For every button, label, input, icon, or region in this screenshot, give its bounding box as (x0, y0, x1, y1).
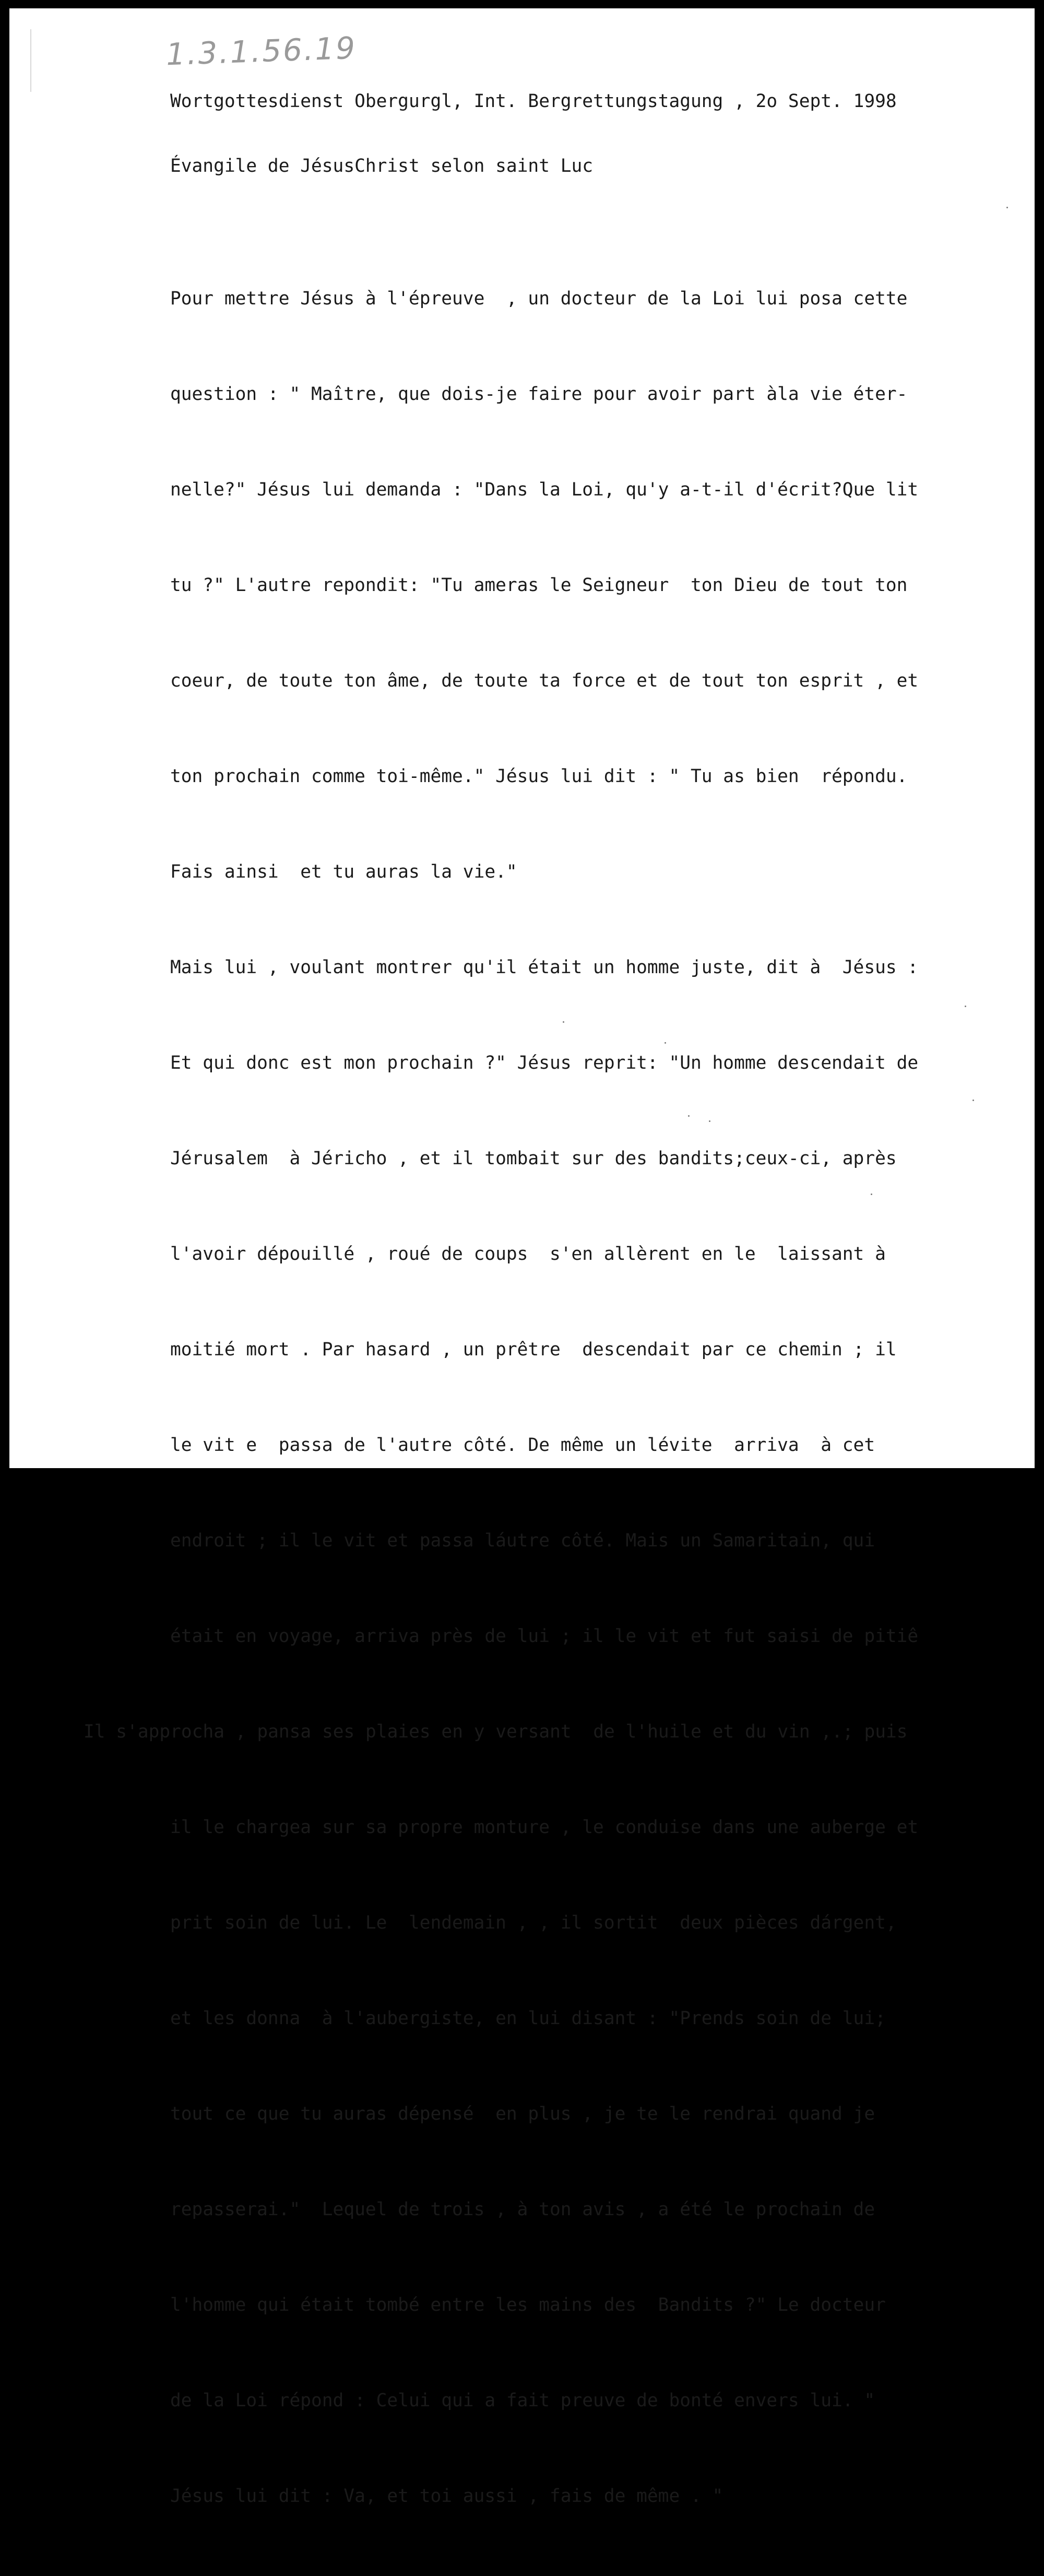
scan-speck (563, 1021, 564, 1023)
scan-speck (688, 1115, 690, 1117)
body-line: il le chargea sur sa propre monture , le conduise dans une auberge et (170, 1817, 919, 1838)
body-line: de la Loi répond : Celui qui a fait preuve de bonté envers lui. " (170, 2390, 875, 2411)
service-header: Wortgottesdienst Obergurgl, Int. Bergrettungstagung , 2o Sept. 1998 (170, 91, 897, 112)
body-line: prit soin de lui. Le lendemain , , il sortit deux pièces dárgent, (170, 1912, 897, 1933)
body-line: nelle?" Jésus lui demanda : "Dans la Loi, qu'y a-t-il d'écrit?Que lit (170, 479, 919, 500)
body-line: le vit e passa de l'autre côté. De même un lévite arriva à cet (170, 1435, 875, 1456)
body-line: tu ?" L'autre repondit: "Tu ameras le Seigneur ton Dieu de tout ton (170, 575, 908, 596)
gospel-body (84, 219, 1016, 2576)
body-line: Jésus lui dit : Va, et toi aussi , fais de même . " (170, 2486, 723, 2507)
body-line: endroit ; il le vit et passa láutre côté. Mais un Samaritain, qui (170, 1530, 875, 1551)
scan-speck (665, 1042, 666, 1044)
scan-speck (871, 1194, 872, 1195)
body-line: ton prochain comme toi-même." Jésus lui dit : " Tu as bien répondu. (170, 766, 908, 787)
body-line: repasserai." Lequel de trois , à ton avis , a été le prochain de (170, 2199, 875, 2220)
body-line: question : " Maître, que dois-je faire pour avoir part àla vie éter- (170, 384, 908, 405)
body-line: Jérusalem à Jéricho , et il tombait sur des bandits;ceux-ci, après (170, 1148, 897, 1169)
body-line: tout ce que tu auras dépensé en plus , je te le rendrai quand je (170, 2104, 875, 2124)
scan-speck (1006, 207, 1008, 208)
document-page (9, 8, 1035, 2507)
body-line: coeur, de toute ton âme, de toute ta force et de tout ton esprit , et (170, 670, 919, 691)
handwritten-archive-number: 1.3.1.56.19 (165, 30, 358, 73)
body-line: était en voyage, arriva près de lui ; il le vit et fut saisi de pitiê (170, 1626, 919, 1647)
body-line: Mais lui , voulant montrer qu'il était un homme juste, dit à Jésus : (170, 957, 919, 978)
scan-speck (965, 1006, 966, 1007)
body-line: moitié mort . Par hasard , un prêtre descendait par ce chemin ; il (170, 1339, 897, 1360)
body-line: et les donna à l'aubergiste, en lui disant : "Prends soin de lui; (170, 2008, 886, 2029)
body-line: l'avoir dépouillé , roué de coups s'en allèrent en le laissant à (170, 1244, 886, 1265)
body-line: l'homme qui était tombé entre les mains des Bandits ?" Le docteur (170, 2295, 886, 2315)
body-line: Fais ainsi et tu auras la vie." (170, 861, 517, 882)
scan-artifact (30, 29, 31, 92)
scan-speck (972, 1100, 974, 1101)
gospel-title: Évangile de JésusChrist selon saint Luc (170, 156, 594, 176)
body-line: Et qui donc est mon prochain ?" Jésus reprit: "Un homme descendait de (170, 1053, 919, 1073)
body-line: Il s'approcha , pansa ses plaies en y versant de l'huile et du vin ,.; puis (84, 1721, 908, 1742)
scan-speck (709, 1120, 710, 1122)
body-line: Pour mettre Jésus à l'épreuve , un docteur de la Loi lui posa cette (170, 288, 908, 309)
